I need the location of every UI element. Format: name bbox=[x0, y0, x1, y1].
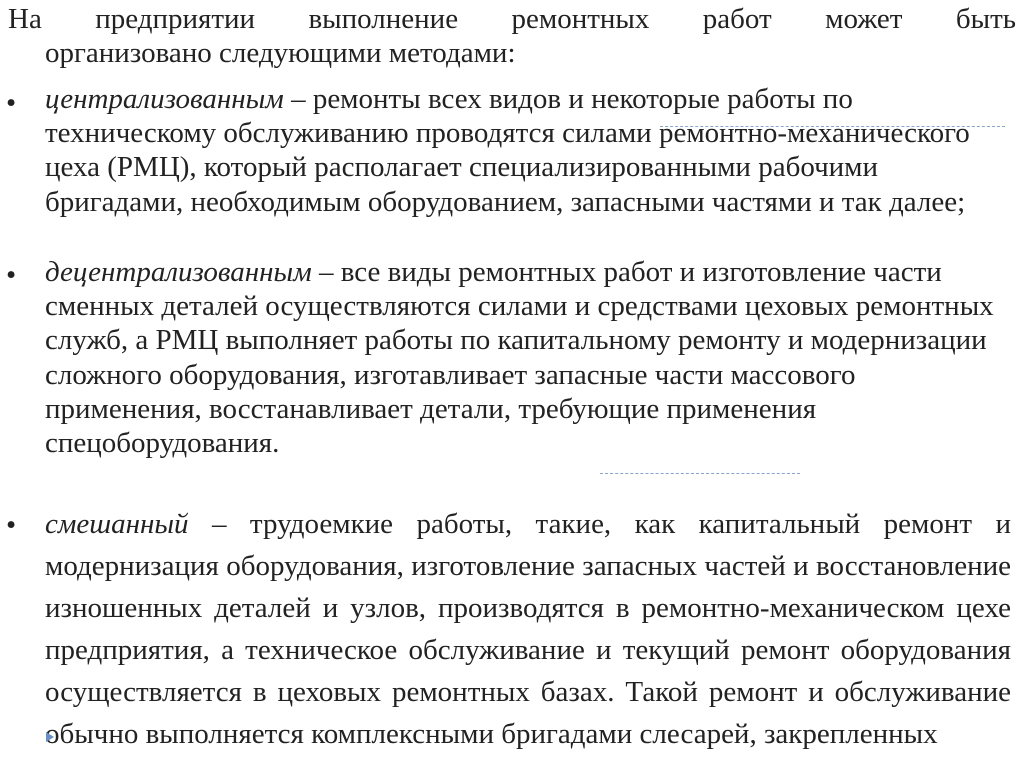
bullet-marker: • bbox=[6, 87, 17, 119]
dashed-guide-line bbox=[660, 126, 1005, 127]
bullet-marker: • bbox=[6, 509, 17, 541]
list-item-mixed bbox=[45, 503, 1011, 755]
method-description: – все виды ремонтных работ и изготовление части сменных деталей осуществляются силами и средствами цеховых ремонтных служб, а РМЦ выполняет работы по капитальному ремонту и модернизации сложного оборудования, изготавливает запасные части массового применения, восстанавливает детали, требующие применения спецоборудования. bbox=[45, 256, 994, 460]
intro-paragraph bbox=[8, 2, 1016, 70]
intro-line-1: На предприятии выполнение ремонтных работ может быть bbox=[8, 3, 1016, 35]
dashed-guide-line bbox=[600, 473, 800, 474]
triangle-marker-icon bbox=[46, 732, 54, 742]
method-description: – трудоемкие работы, такие, как капитальный ремонт и модернизация оборудования, изготовление запасных частей и восстановление изношенных деталей и узлов, производятся в ремонтно-механическом цехе предприятия, а техническое обслуживание и текущий ремонт оборудования осуществляется в цеховых ремонтных базах. Такой ремонт и обслуживание обычно выполняется комплексными бригадами слесарей, закрепленных bbox=[45, 508, 1011, 750]
list-item-decentralized bbox=[45, 255, 1011, 460]
bullet-marker: • bbox=[6, 259, 17, 291]
intro-line-2: организовано следующими методами: bbox=[45, 37, 516, 69]
method-term: централизованным bbox=[45, 83, 284, 115]
method-term: смешанный bbox=[45, 508, 189, 540]
list-item-centralized bbox=[45, 82, 1011, 219]
method-description: – ремонты всех видов и некоторые работы по техническому обслуживанию проводятся силами ремонтно-механического цеха (РМЦ), который располагает специализированными рабочими бригадами, необходимым оборудованием, запасными частями и так далее; bbox=[45, 83, 970, 218]
method-term: децентрализованным bbox=[45, 256, 312, 288]
